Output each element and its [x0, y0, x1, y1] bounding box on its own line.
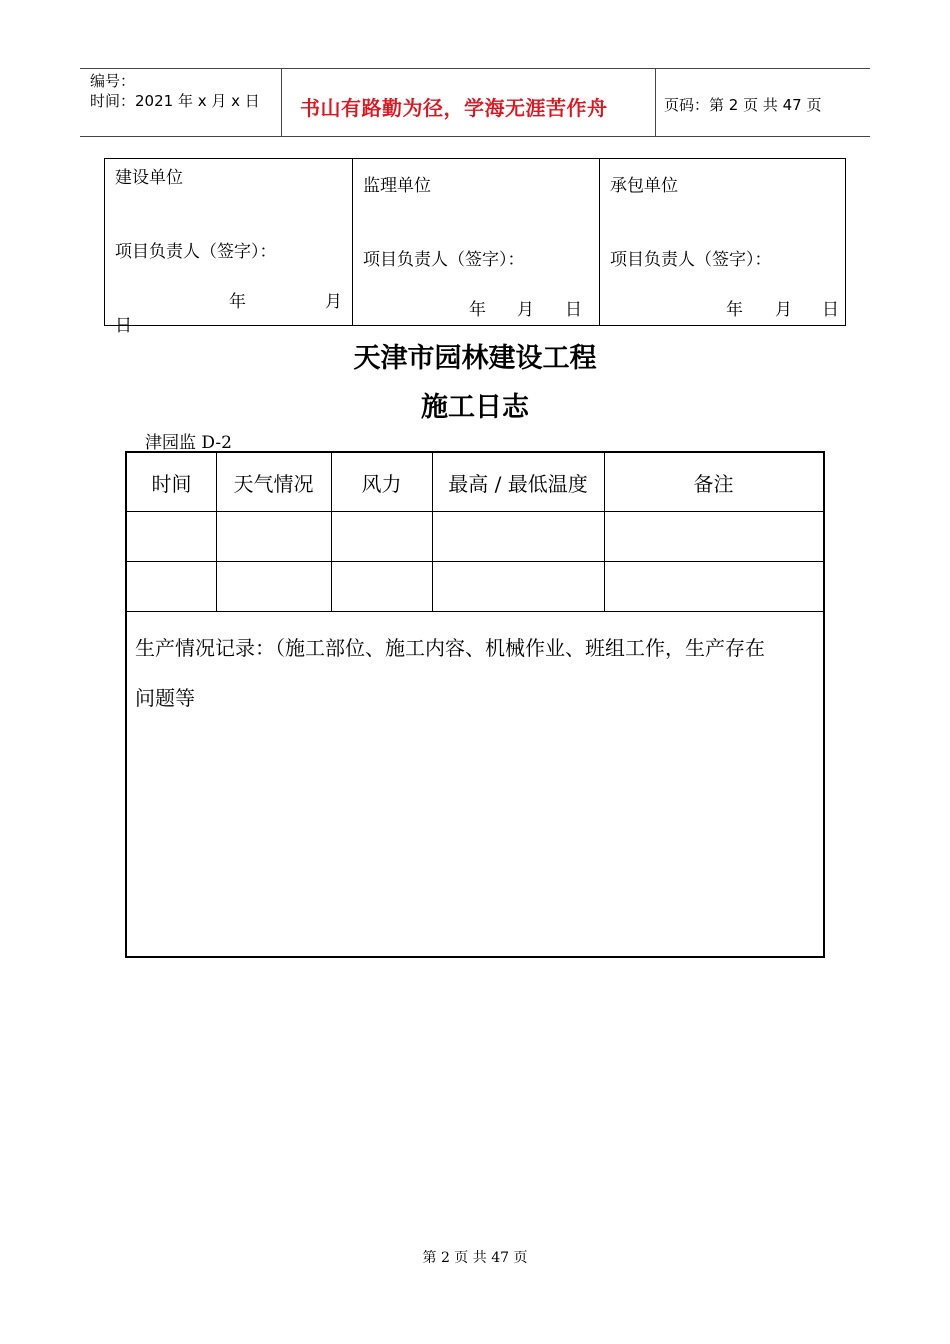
date-month: 月: [517, 300, 534, 320]
production-record-label[interactable]: [135, 623, 819, 723]
header-wind: 风力: [361, 471, 402, 496]
row-divider: [127, 611, 823, 612]
form-code: 津园监 D-2: [145, 433, 232, 453]
signature-column-construction: [105, 159, 352, 336]
header-code-label: 编号：: [90, 72, 136, 90]
header-date: 时间：2021 年 x 月 x 日: [90, 92, 260, 110]
data-cell[interactable]: [127, 562, 216, 611]
data-cell[interactable]: [331, 512, 432, 561]
date-month: 月: [325, 292, 342, 312]
data-cell[interactable]: [331, 562, 432, 611]
header-temperature: 最高 / 最低温度: [448, 471, 588, 496]
date-day: 日: [565, 300, 582, 320]
header-motto: 书山有路勤为径，学海无涯苦作舟: [300, 96, 608, 120]
unit-label: 监理单位: [363, 176, 431, 196]
header-remarks: 备注: [693, 471, 734, 496]
signer-label: 项目负责人（签字）：: [115, 242, 277, 262]
data-cell[interactable]: [216, 562, 331, 611]
header-weather: 天气情况: [233, 471, 314, 496]
header-top-rule: [80, 68, 870, 69]
data-cell[interactable]: [604, 512, 823, 561]
unit-label: 建设单位: [115, 168, 183, 188]
signature-column-supervision: [352, 159, 599, 325]
page-footer: 第 2 页 共 47 页: [422, 1250, 528, 1266]
data-cell[interactable]: [216, 512, 331, 561]
signature-column-contractor: [599, 159, 845, 325]
document-subtitle: 施工日志: [421, 392, 529, 423]
header-divider-left: [281, 68, 282, 136]
date-year: 年: [469, 300, 486, 320]
data-cell[interactable]: [604, 562, 823, 611]
data-cell[interactable]: [432, 562, 604, 611]
date-year: 年: [726, 300, 743, 320]
date-month: 月: [775, 300, 792, 320]
date-day: 日: [822, 300, 839, 320]
header-bottom-rule: [80, 136, 870, 137]
signature-table: [104, 158, 846, 336]
header-time: 时间: [151, 471, 192, 496]
date-day: 日: [115, 316, 132, 336]
signer-label: 项目负责人（签字）：: [610, 250, 772, 270]
date-year: 年: [229, 292, 246, 312]
unit-label: 承包单位: [610, 176, 678, 196]
header-divider-right: [655, 68, 656, 136]
data-cell[interactable]: [432, 512, 604, 561]
header-page-info: 页码：第 2 页 共 47 页: [664, 96, 822, 114]
production-record-line-2: 问题等: [135, 686, 195, 710]
document-title: 天津市园林建设工程: [353, 343, 597, 374]
signer-label: 项目负责人（签字）：: [363, 250, 525, 270]
production-record-line-1: 生产情况记录：（施工部位、施工内容、机械作业、班组工作，生产存在: [135, 636, 765, 660]
construction-log-table: [125, 451, 825, 958]
data-cell[interactable]: [127, 512, 216, 561]
